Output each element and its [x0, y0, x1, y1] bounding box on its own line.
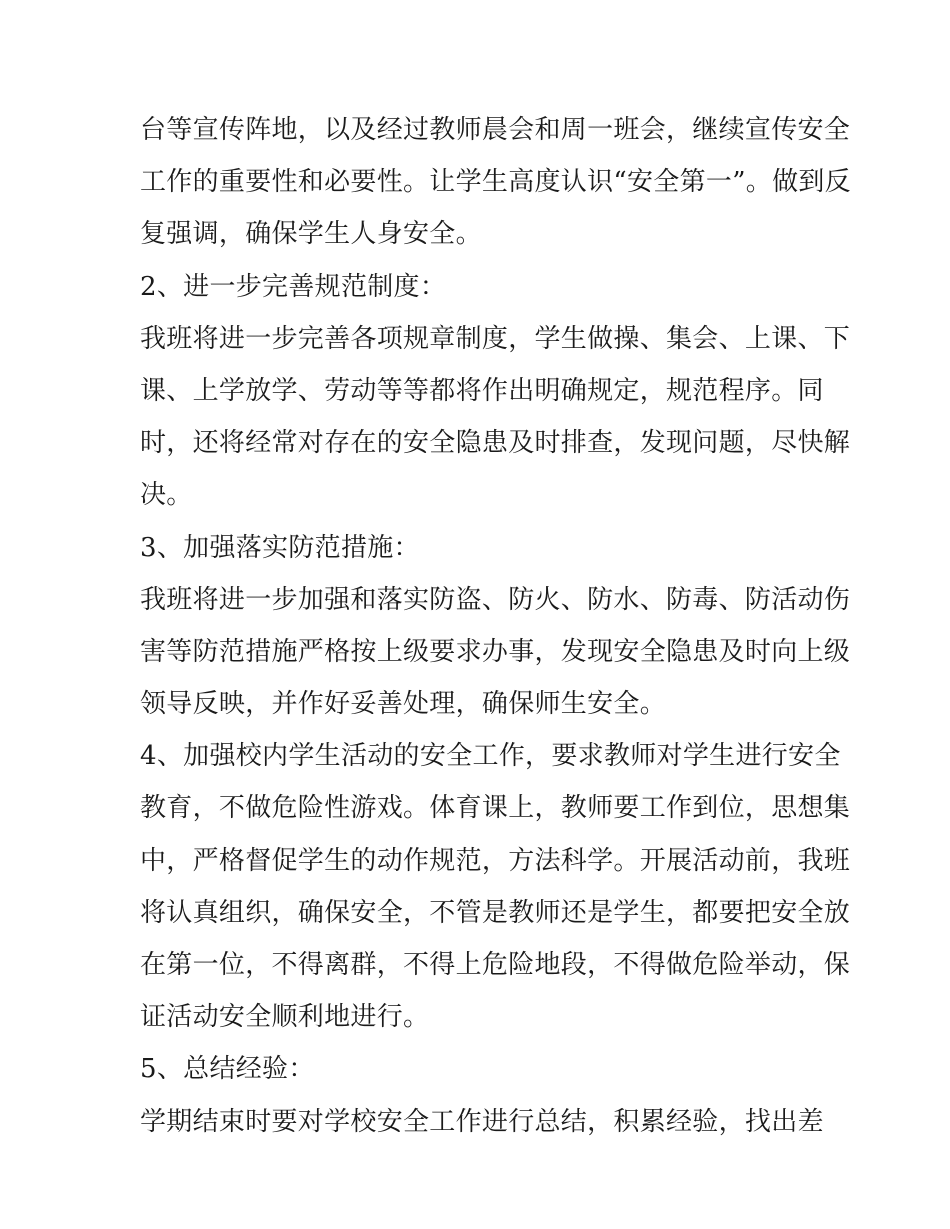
- text-line: 台等宣传阵地，以及经过教师晨会和周一班会，继续宣传安全: [140, 115, 851, 145]
- text-line: 复强调，确保学生人身安全。: [140, 219, 482, 250]
- text-line: 证活动安全顺利地进行。: [140, 1002, 430, 1033]
- text-line: 教育，不做危险性游戏。体育课上，教师要工作到位，思想集: [140, 793, 851, 824]
- section-heading-5: 5、总结经验：: [140, 1054, 315, 1085]
- text-line: 将认真组织，确保安全，不管是教师还是学生，都要把安全放: [140, 897, 851, 928]
- text-line: 决。: [140, 480, 193, 511]
- text-line: 我班将进一步加强和落实防盗、防火、防水、防毒、防活动伤: [140, 584, 851, 615]
- text-line: 课、上学放学、劳动等等都将作出明确规定，规范程序。同: [140, 375, 824, 406]
- section-heading-4: 4、加强校内学生活动的安全工作，要求教师对学生进行安全: [140, 741, 841, 772]
- text-line: 中，严格督促学生的动作规范，方法科学。开展活动前，我班: [140, 845, 851, 876]
- text-line: 领导反映，并作好妥善处理，确保师生安全。: [140, 689, 667, 720]
- text-line: 害等防范措施严格按上级要求办事，发现安全隐患及时向上级: [140, 636, 851, 667]
- section-heading-3: 3、加强落实防范措施：: [140, 532, 420, 563]
- text-line: 我班将进一步完善各项规章制度，学生做操、集会、上课、下: [140, 323, 851, 354]
- text-line: 在第一位，不得离群，不得上危险地段，不得做危险举动，保: [140, 950, 851, 980]
- text-line: 学期结束时要对学校安全工作进行总结，积累经验，找出差: [140, 1106, 824, 1137]
- section-heading-2: 2、进一步完善规范制度：: [140, 271, 447, 302]
- text-line: 时，还将经常对存在的安全隐患及时排查，发现问题，尽快解: [140, 428, 851, 459]
- document-body: [140, 104, 851, 1148]
- text-line: 工作的重要性和必要性。让学生高度认识“安全第一”。做到反: [140, 167, 851, 198]
